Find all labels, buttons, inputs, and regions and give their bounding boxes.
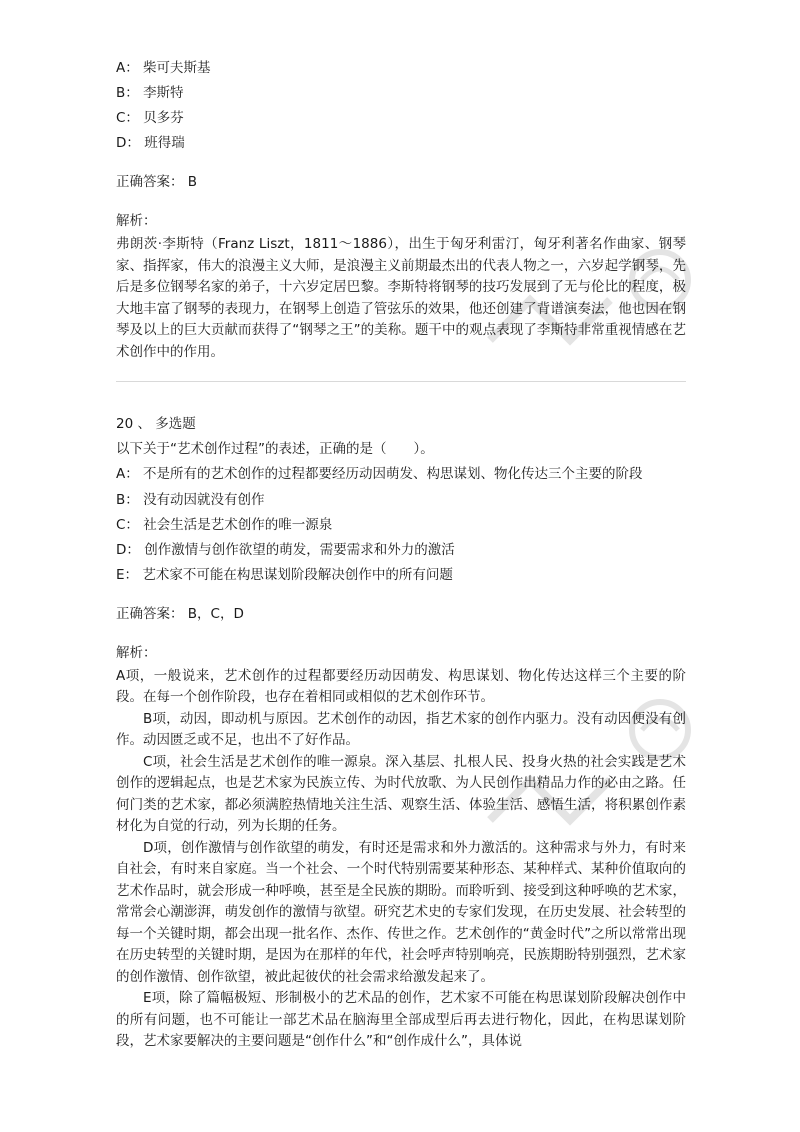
q19-analysis-text: 弗朗茨·李斯特（Franz Liszt，1811～1886），出生于匈牙利雷汀，匈牙利著名作曲家、钢琴家、指挥家，伟大的浪漫主义大师，是浪漫主义前期最杰出的代表人物之一，六岁起学钢琴，先后是多位钢琴名家的弟子，十六岁定居巴黎。李斯特将钢琴的技巧发展到了无与伦比的程度，极大地丰富了钢琴的表现力，在钢琴上创造了管弦乐的效果，他还创建了背谱演奏法，他也因在钢琴及以上的巨大贡献而获得了“钢琴之王”的美称。题干中的观点表现了李斯特非常重视情感在艺术创作中的作用。 [116, 236, 686, 360]
q20-analysis-paragraph: C项，社会生活是艺术创作的唯一源泉。深入基层、扎根人民、投身火热的社会实践是艺术创作的逻辑起点，也是艺术家为民族立传、为时代放歌、为人民创作出精品力作的必由之路。任何门类的艺术家，都必须满腔热情地关注生活、观察生活、体验生活、感悟生活，将积累创作素材化为自觉的行动，列为长期的任务。 [116, 753, 686, 834]
q19-options [116, 56, 686, 156]
document-page [116, 56, 686, 1053]
option-c: C： 社会生活是艺术创作的唯一源泉 [116, 516, 333, 533]
q20-analysis-paragraph: B项，动因，即动机与原因。艺术创作的动因，指艺术家的创作内驱力。没有动因便没有创作。动因匮乏或不足，也出不了好作品。 [116, 710, 686, 748]
q19-analysis-label: 解析： [116, 213, 157, 229]
section-divider [116, 381, 686, 382]
option-d: D： 班得瑞 [116, 135, 185, 151]
q20-options [116, 462, 686, 588]
q20-analysis-paragraph: A项，一般说来，艺术创作的过程都要经历动因萌发、构思谋划、物化传达这样三个主要的阶段。在每一个创作阶段，也存在着相同或相似的艺术创作环节。 [116, 667, 686, 705]
option-c: C： 贝多芬 [116, 110, 184, 126]
q20-analysis-paragraph: D项，创作激情与创作欲望的萌发，有时还是需求和外力激活的。这种需求与外力，有时来自社会，有时来自家庭。当一个社会、一个时代特别需要某种形态、某种样式、某种价值取向的艺术作品时，就会形成一种呼唤，甚至是全民族的期盼。而聆听到、接受到这种呼唤的艺术家，常常会心潮澎湃，萌发创作的激情与欲望。研究艺术史的专家们发现，在历史发展、社会转型的每一个关键时期，都会出现一批名作、杰作、传世之作。艺术创作的“黄金时代”之所以常常出现在历史转型的关键时期，是因为在那样的年代，社会呼声特别响亮，民族期盼特别强烈，艺术家的创作激情、创作欲望，被此起彼伏的社会需求给激发起来了。 [116, 839, 686, 985]
q20-analysis-paragraph: E项，除了篇幅极短、形制极小的艺术品的创作，艺术家不可能在构思谋划阶段解决创作中的所有问题，也不可能让一部艺术品在脑海里全部成型后再去进行物化，因此，在构思谋划阶段，艺术家要解决的主要问题是“创作什么”和“创作成什么”，具体说 [116, 990, 686, 1049]
option-a: A： 不是所有的艺术创作的过程都要经历动因萌发、构思谋划、物化传达三个主要的阶段 [116, 466, 643, 482]
q20-header: 20 、 多选题 [116, 416, 196, 432]
option-d: D： 创作激情与创作欲望的萌发，需要需求和外力的激活 [116, 541, 455, 558]
option-b: B： 没有动因就没有创作 [116, 491, 265, 508]
option-a: A： 柴可夫斯基 [116, 60, 211, 76]
q20-question: 以下关于“艺术创作过程”的表述，正确的是（ ）。 [116, 441, 434, 457]
q20-analysis-label: 解析： [116, 644, 157, 661]
option-e: E： 艺术家不可能在构思谋划阶段解决创作中的所有问题 [116, 566, 453, 583]
option-b: B： 李斯特 [116, 85, 184, 101]
q20-answer: 正确答案： B，C，D [116, 605, 244, 622]
q19-answer: 正确答案： B [116, 174, 198, 190]
